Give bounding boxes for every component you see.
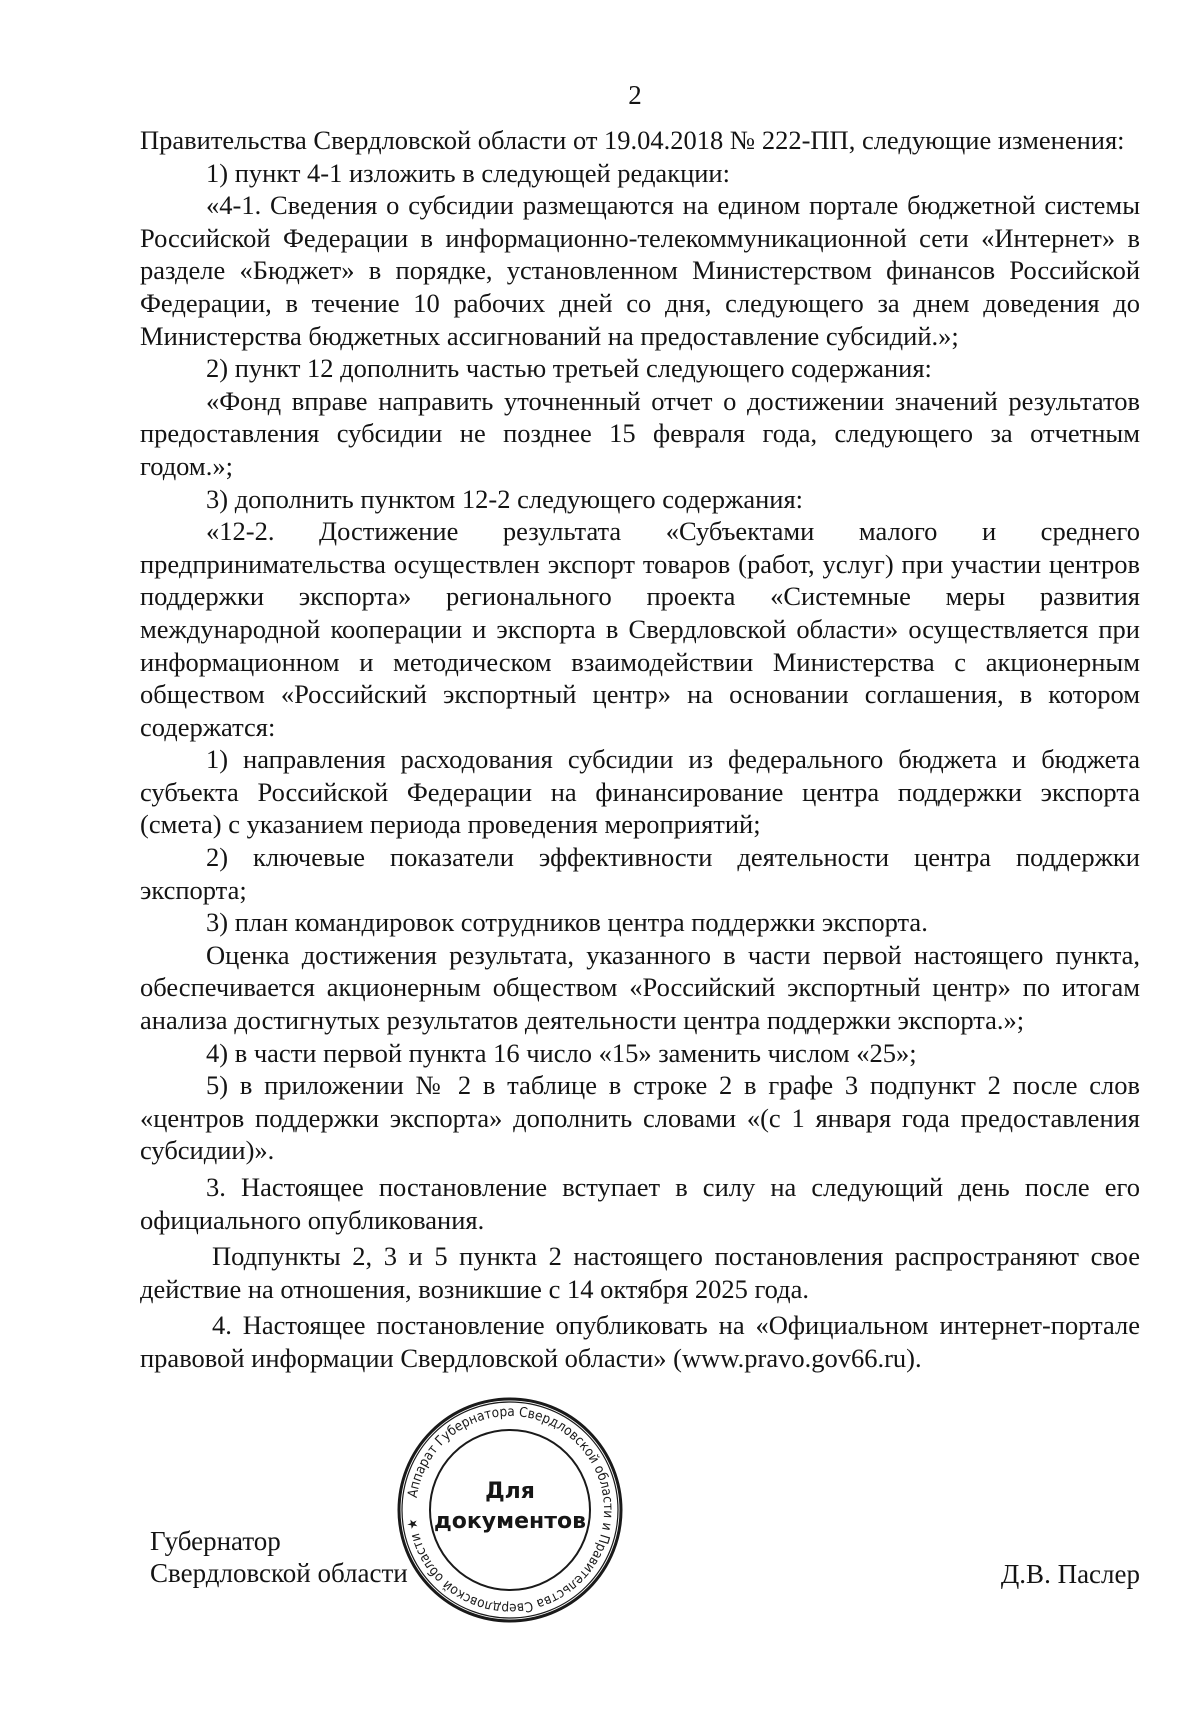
paragraph: 4. Настоящее постановление опубликовать на «Официальном интернет-портале правовой информации Свердловской области» (www.pravo.gov66.ru). <box>140 1310 1140 1373</box>
paragraph: 1) пункт 4-1 изложить в следующей редакции: <box>206 157 730 188</box>
paragraph: 5) в приложении № 2 в таблице в строке 2 в графе 3 подпункт 2 после слов «центров поддержки экспорта» дополнить словами «(с 1 января года предоставления субсидии)». <box>140 1070 1140 1166</box>
document-body <box>140 124 1140 1375</box>
signature-block <box>150 1525 1140 1625</box>
paragraph: 3) план командировок сотрудников центра поддержки экспорта. <box>206 907 928 938</box>
paragraph: Оценка достижения результата, указанного в части первой настоящего пункта, обеспечивается акционерным обществом «Российский экспортный центр» по итогам анализа достигнутых результатов деятельности центра поддержки экспорта.»; <box>140 939 1140 1036</box>
stamp-line: документов <box>433 1509 587 1534</box>
signatory-name: Д.В. Паслер <box>1000 1559 1140 1589</box>
paragraph: 3) дополнить пунктом 12-2 следующего содержания: <box>206 483 804 514</box>
paragraph: «4-1. Сведения о субсидии размещаются на едином портале бюджетной системы Российской Федерации в информационно-телекоммуникационной сети «Интернет» в разделе «Бюджет» в порядке, установленном Министерством финансов Российской Федерации, в течение 10 рабочих дней со дня, следующего за днем доведения до Министерства бюджетных ассигнований на предоставление субсидий.»; <box>140 190 1140 351</box>
stamp-ring-text: Аппарат Губернатора Свердловской области и Правительства Свердловской области ★ <box>404 1403 617 1617</box>
paragraph: 2) пункт 12 дополнить частью третьей следующего содержания: <box>206 353 932 384</box>
official-stamp <box>395 1395 625 1625</box>
paragraph: «Фонд вправе направить уточненный отчет о достижении значений результатов предоставления субсидии не позднее 15 февраля года, следующего за отчетным годом.»; <box>140 385 1140 481</box>
position-line: Губернатор <box>150 1526 281 1556</box>
position-line: Свердловской области <box>150 1558 408 1588</box>
paragraph: Подпункты 2, 3 и 5 пункта 2 настоящего постановления распространяют свое действие на отношения, возникшие с 14 октября 2025 года. <box>140 1241 1140 1304</box>
paragraph: 4) в части первой пункта 16 число «15» заменить числом «25»; <box>206 1037 917 1068</box>
page-number: 2 <box>628 80 642 110</box>
paragraph: «12-2. Достижение результата «Субъектами малого и среднего предпринимательства осуществлен экспорт товаров (работ, услуг) при участии центров поддержки экспорта» регионального проекта «Системные меры развития международной кооперации и экспорта в Свердловской области» осуществляется при информационном и методическом взаимодействии Министерства с акционерным обществом «Российский экспортный центр» на основании соглашения, в котором содержатся: <box>140 516 1140 742</box>
stamp-line: Для <box>485 1479 535 1504</box>
paragraph: 1) направления расходования субсидии из федерального бюджета и бюджета субъекта Российской Федерации на финансирование центра поддержки экспорта (смета) с указанием периода проведения мероприятий; <box>140 744 1140 840</box>
signatory-position <box>150 1525 408 1589</box>
stamp-center-text <box>395 1477 625 1537</box>
paragraph: Правительства Свердловской области от 19.04.2018 № 222-ПП, следующие изменения: <box>140 125 1125 155</box>
paragraph: 2) ключевые показатели эффективности деятельности центра поддержки экспорта; <box>140 842 1140 905</box>
paragraph: 3. Настоящее постановление вступает в силу на следующий день после его официального опубликования. <box>140 1172 1140 1235</box>
